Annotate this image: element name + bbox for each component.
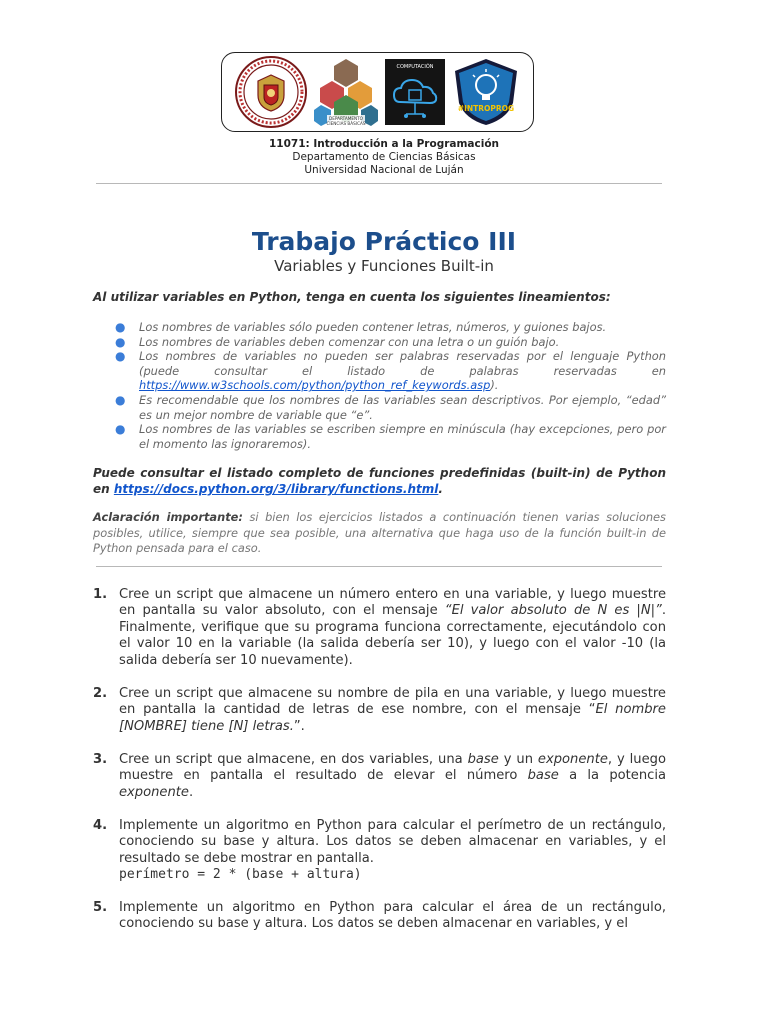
note-label: Aclaración importante:: [93, 510, 243, 524]
guidelines-intro: Al utilizar variables en Python, tenga en cuenta los siguientes lineamientos:: [93, 290, 611, 304]
list-item: ● Los nombres de variables no pueden ser palabras reservadas por el lenguaje Python (puede consultar el listado de palabras reservadas en https://www.w3schools.com/python/python_ref_keywords.asp).: [115, 349, 666, 393]
exercise-4: [93, 818, 666, 884]
exercise-3: [93, 752, 666, 801]
exercise-number: 5.: [93, 900, 108, 915]
exercise-number: 3.: [93, 752, 108, 767]
introprog-badge-logo: [451, 57, 521, 127]
course-name: 11071: Introducción a la Programación: [268, 138, 500, 150]
exercise-text: Cree un script que almacene su nombre de pila en una variable, y luego muestre en pantalla la cantidad de letras de ese nombre, con el mensaje “El nombre [NOMBRE] tiene [N] letras.”.: [119, 686, 666, 734]
bullet-icon: ●: [115, 334, 126, 349]
list-item: ● Los nombres de variables sólo pueden contener letras, números, y guiones bajos.: [115, 320, 607, 334]
exercise-2: [93, 686, 666, 735]
bullet-icon: ●: [115, 392, 126, 407]
list-item: ● Los nombres de variables deben comenzar con una letra o un guión bajo.: [115, 334, 560, 349]
computacion-logo: [384, 58, 446, 126]
logo-header: [221, 52, 534, 132]
exercise-number: 4.: [93, 818, 108, 833]
list-item: ● Los nombres de las variables se escriben siempre en minúscula (hay excepciones, pero por el momento las ignoraremos).: [115, 422, 666, 451]
svg-text:CIENCIAS BÁSICAS: CIENCIAS BÁSICAS: [326, 121, 366, 126]
bullet-icon: ●: [115, 320, 126, 334]
page-title: Trabajo Práctico III: [251, 227, 517, 256]
important-note: Aclaración importante: si bien los ejercicios listados a continuación tienen varias soluciones posibles, utilice, siempre que sea posible, una alternativa que haga uso de la función built-in de Python pensada para el caso.: [93, 510, 666, 555]
exercise-number: 2.: [93, 686, 108, 701]
python-functions-link[interactable]: https://docs.python.org/3/library/functions.html: [113, 482, 439, 496]
exercise-number: 1.: [93, 587, 108, 602]
page-subtitle: Variables y Funciones Built-in: [274, 257, 494, 275]
svg-text:COMPUTACIÓN: COMPUTACIÓN: [396, 64, 434, 70]
list-item: ● Es recomendable que los nombres de las variables sean descriptivos. Por ejemplo, “edad” es un mejor nombre de variable que “e”.: [115, 392, 666, 422]
university-name: Universidad Nacional de Luján: [304, 164, 464, 176]
course-header: [0, 138, 768, 177]
exercise-text: Cree un script que almacene, en dos variables, una base y un exponente, y luego muestre en pantalla el resultado de elevar el número base a la potencia exponente.: [119, 752, 666, 800]
python-keywords-link[interactable]: https://www.w3schools.com/python/python_ref_keywords.asp: [139, 378, 491, 393]
ciencias-basicas-logo: [313, 55, 379, 129]
university-seal-logo: [234, 55, 308, 129]
bullet-icon: ●: [115, 422, 126, 437]
exercise-5: [93, 900, 666, 933]
exercise-text: Cree un script que almacene un número entero en una variable, y luego muestre en pantalla su valor absoluto, con el mensaje “El valor absoluto de N es |N|”. Finalmente, verifique que su programa funciona correctamente, ejecutándolo con el valor 10 en la variable (la salida debería ser 10), y luego con el valor -10 (la salida debería ser 10 nuevamente).: [119, 587, 666, 668]
guidelines-list: [113, 320, 666, 451]
code-snippet: perímetro = 2 * (base + altura): [119, 867, 362, 883]
exercise-1: [93, 587, 666, 669]
department-name: Departamento de Ciencias Básicas: [292, 151, 476, 163]
builtin-reference: Puede consultar el listado completo de funciones predefinidas (built-in) de Python en https://docs.python.org/3/library/functions.html.: [93, 466, 666, 496]
bullet-icon: ●: [115, 349, 126, 364]
section-divider: [96, 566, 662, 567]
svg-text:DEPARTAMENTO: DEPARTAMENTO: [329, 116, 364, 121]
exercise-text: Implemente un algoritmo en Python para calcular el área de un rectángulo, conociendo su base y altura. Los datos se deben almacenar en variables, y el: [119, 900, 666, 932]
header-divider: [96, 183, 662, 184]
svg-text:#INTROPROG: #INTROPROG: [457, 104, 514, 113]
exercise-text: Implemente un algoritmo en Python para calcular el perímetro de un rectángulo, conociendo su base y altura. Los datos se deben almacenar en variables, y el resultado se debe mostrar en pantalla. perímetro = 2 * (base + altura): [119, 818, 666, 883]
